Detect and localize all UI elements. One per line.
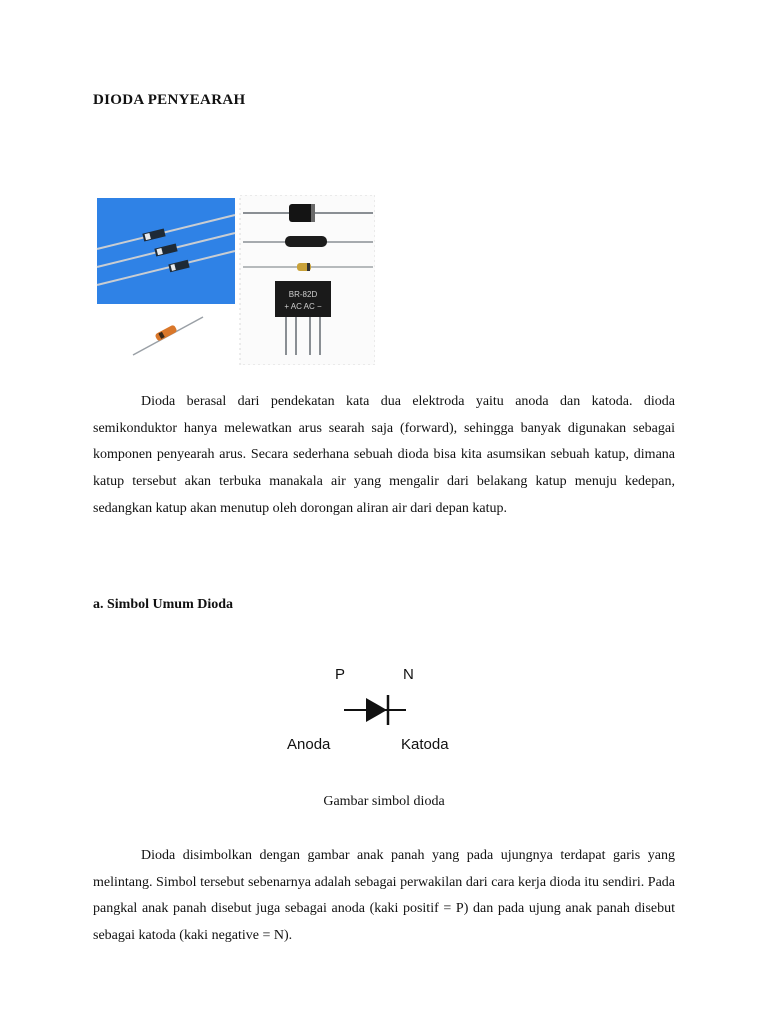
label-n: N xyxy=(403,666,414,683)
label-anode: Anoda xyxy=(287,736,331,753)
diode-photo-collage xyxy=(93,195,375,365)
paragraph-intro: Dioda berasal dari pendekatan kata dua elektroda yaitu anoda dan katoda. dioda semikonduktor hanya melewatkan arus searah saja (forward), sehingga banyak digunakan sebagai komponen penyearah arus. Secara sederhana sebuah dioda bisa kita asumsikan sebuah katup, dimana katup tersebut akan terbuka manakala air yang mengalir dari belakang katup menuju kedepan, sedangkan katup akan menutup oleh dorongan aliran air dari depan katup. xyxy=(93,394,675,516)
figure-caption: Gambar simbol dioda xyxy=(323,794,445,809)
label-cathode: Katoda xyxy=(401,736,449,753)
section-heading: a. Simbol Umum Dioda xyxy=(93,597,234,612)
bridge-pin-text: + AC AC − xyxy=(284,302,322,311)
paragraph-symbol-explanation: Dioda disimbolkan dengan gambar anak panah yang pada ujungnya terdapat garis yang melintang. Simbol tersebut sebenarnya adalah sebagai perwakilan dari cara kerja dioda itu sendiri. Pada pangkal anak panah disebut juga sebagai anoda (kaki positif = P) dan pada ujung anak panah disebut sebagai katoda (kaki negative = N). xyxy=(93,848,675,944)
label-p: P xyxy=(335,666,346,683)
diode-photos-image xyxy=(93,195,375,365)
diode-symbol-figure xyxy=(280,660,480,760)
bridge-model-text: BR-82D xyxy=(288,290,318,299)
document-title: DIODA PENYEARAH xyxy=(93,92,246,108)
